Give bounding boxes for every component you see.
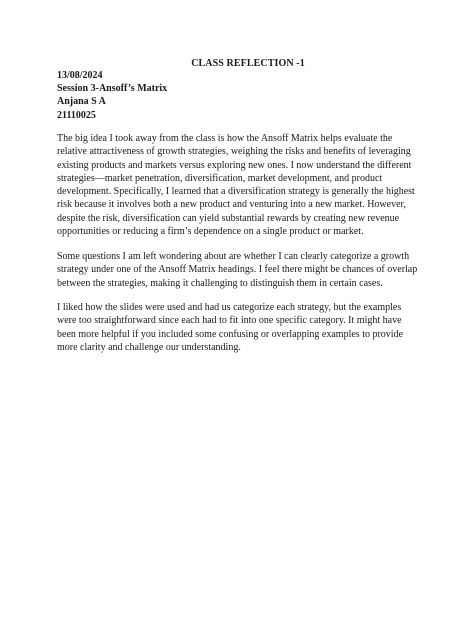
date-text: 13/08/2024 xyxy=(57,70,103,81)
document-header-info xyxy=(57,69,167,122)
paragraph-big-idea: The big idea I took away from the class is how the Ansoff Matrix helps evaluate the relative attractiveness of growth strategies, weighing the risks and benefits of leveraging existing products and markets versus exploring new ones. I now understand the different strategies—market penetration, diversification, market development, and product development. Specifically, I learned that a diversification strategy is generally the highest risk because it involves both a new product and venturing into a new market. However, despite the risk, diversification can yield substantial rewards by creating new revenue opportunities or reducing a firm’s dependence on a single product or market. xyxy=(57,133,415,238)
session-text: Session 3-Ansoff’s Matrix xyxy=(57,83,168,95)
student-id: 21110025 xyxy=(57,109,96,121)
author-name: Anjana S A xyxy=(57,96,106,108)
paragraph-feedback: I liked how the slides were used and had us categorize each strategy, but the examples were too straightforward since each had to fit into one specific category. It might have been more helpful if you included some confusing or overlapping examples to provide more clarity and challenge our understanding. xyxy=(57,302,404,353)
paragraph-questions: Some questions I am left wondering about are whether I can clearly categorize a growth strategy under one of the Ansoff Matrix headings. I feel there might be chances of overlap between the strategies, making it challenging to distinguish them in certain cases. xyxy=(57,251,418,289)
document-title: CLASS REFLECTION -1 xyxy=(191,58,305,69)
